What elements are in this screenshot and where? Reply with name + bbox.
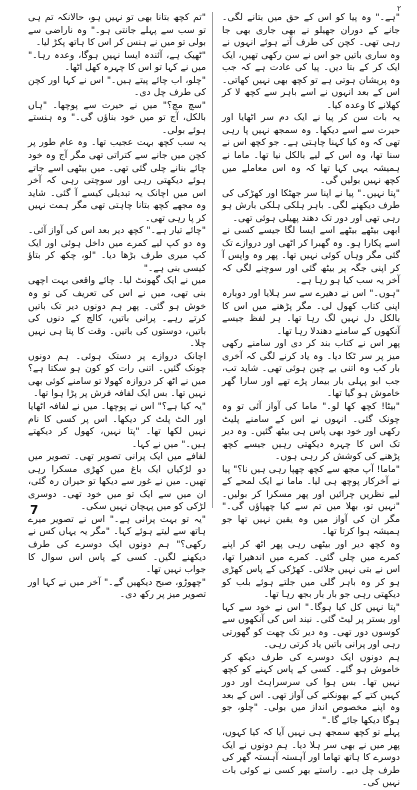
- paragraph: ہم دونوں ایک دوسرے کی طرف دیکھ کر خاموش ہو گئے۔ کسی کے پاس کہنے کو کچھ نہیں تھا۔ بس ہوا کی سرسراہٹ اور دور کہیں کتے کے بھونکنے کی آواز تھی۔ اس کے بعد وہ اپنے مخصوص انداز میں بولی۔ "چلو، جو ہوگا دیکھا جائے گا۔": [222, 651, 400, 726]
- paragraph: "تم کچھ بتانا بھی تو نہیں ہو، حالانکہ تم ہی تو سب سے پہلے جانتی ہو۔" وہ ناراضی سے بولی تو میں نے ہنس کر اس کا ہاتھ پکڑ لیا۔: [28, 12, 206, 49]
- paragraph: "ہوں۔" اس نے دھیرے سے سر ہلایا اور دوبارہ اپنی کتاب کھول لی۔ مگر پڑھنے میں اس کا بالکل دل نہیں لگ رہا تھا۔ ہر لفظ جیسے آنکھوں کے سامنے دھندلا رہا تھا۔: [222, 288, 400, 337]
- paragraph: "چائے تیار ہے۔" کچھ دیر بعد اس کی آواز آئی۔ وہ دو کپ لیے کمرے میں داخل ہوئی اور ایک کپ میری طرف بڑھا دیا۔ "لو، چکھ کر بتاؤ کیسی بنی ہے۔": [28, 225, 206, 274]
- paragraph: "سچ مچ؟" میں نے حیرت سے پوچھا۔ "ہاں بالکل، آج تو میں خود بناؤں گی۔" وہ ہنستے ہوئے بولی۔: [28, 99, 206, 136]
- paragraph: یہ بات سن کر پیا نے ایک دم سر اٹھایا اور حیرت سے اسے دیکھا۔ وہ سمجھ نہیں پا رہی تھی کہ وہ کیا کہنا چاہتی ہے۔ جو کچھ اس نے سنا تھا، وہ اس کے لیے بالکل نیا تھا۔ ماما نے ہمیشہ یہی کہا تھا کہ وہ اس معاملے میں کچھ نہیں بولیں گی۔: [222, 112, 400, 187]
- column-divider: [212, 12, 213, 508]
- paragraph: "بیٹا! کچھ کھا لو۔" ماما کی آواز آئی تو وہ چونک گئی۔ انہوں نے اس کے سامنے پلیٹ رکھی اور خود بھی پاس ہی بیٹھ گئیں۔ وہ دیر تک اس کا چہرہ دیکھتی رہیں جیسے کچھ پڑھنے کی کوشش کر رہی ہوں۔: [222, 400, 400, 463]
- corner-mark: ۲: [397, 4, 402, 13]
- paragraph: وہ کچھ دیر اور بیٹھی رہی پھر اٹھ کر اپنے کمرے میں چلی گئی۔ کمرے میں اندھیرا تھا، اس نے بتی نہیں جلائی۔ کھڑکی کے پاس کھڑی ہو کر وہ باہر گلی میں جلتے ہوئے بلب کو دیکھتی رہی جو بار بار بجھ رہا تھا۔: [222, 538, 400, 601]
- left-text-column: [28, 12, 206, 601]
- paragraph: "پتا نہیں۔" پیا نے اپنا سر جھٹکا اور کھڑکی کی طرف دیکھنے لگی۔ باہر ہلکی ہلکی بارش ہو رہی تھی اور دور تک دھند پھیلی ہوئی تھی۔: [222, 187, 400, 224]
- paragraph: پہلے تو کچھ سمجھ ہی نہیں آیا کہ کیا کہوں، پھر میں نے بھی سر ہلا دیا۔ ہم دونوں نے ایک دوسرے کا ہاتھ تھاما اور آہستہ آہستہ گھر کی طرف چل دیے۔ راستے بھر کسی نے کوئی بات نہیں کی۔: [222, 727, 400, 789]
- paragraph: یہ سب کچھ بہت عجیب تھا۔ وہ عام طور پر کچن میں جانے سے کتراتی تھی مگر آج وہ خود چائے بنانے چلی گئی تھی۔ میں بیٹھی اسے جاتے ہوئے دیکھتی رہی اور سوچتی رہی کہ آخر اس میں اچانک یہ تبدیلی کیسے آ گئی۔ شاید وہ مجھے کچھ بتانا چاہتی تھی مگر ہمت نہیں کر پا رہی تھی۔: [28, 137, 206, 224]
- paragraph: ابھی بیٹھے بیٹھے اسے ایسا لگا جیسے کسی نے اسے پکارا ہو۔ وہ گھبرا کر اٹھی اور دروازے تک گئی مگر وہاں کوئی نہیں تھا۔ پھر وہ واپس آ کر اپنی جگہ پر بیٹھ گئی اور سوچنے لگی کہ آخر یہ سب کیا ہو رہا ہے۔: [222, 225, 400, 287]
- paragraph: "ماما! آپ مجھ سے کچھ چھپا رہی ہیں نا؟" پیا نے آخرکار پوچھ ہی لیا۔ ماما نے ایک لمحے کے لیے نظریں چرائیں اور پھر مسکرا کر بولیں۔ "نہیں تو، بھلا میں تم سے کیا چھپاؤں گی۔" مگر ان کی آواز میں وہ یقین نہیں تھا جو ہمیشہ ہوا کرتا تھا۔: [222, 463, 400, 538]
- paragraph: اچانک دروازے پر دستک ہوئی۔ ہم دونوں چونک گئیں۔ اتنی رات کو کون ہو سکتا ہے؟ میں نے اٹھ کر دروازہ کھولا تو سامنے کوئی بھی نہیں تھا۔ بس ایک لفافہ فرش پر پڑا ہوا تھا۔: [28, 350, 206, 400]
- paragraph: "چلو، اب چائے پیتے ہیں۔" اس نے کہا اور کچن کی طرف چل دی۔: [28, 74, 206, 99]
- paragraph: لفافے میں ایک پرانی تصویر تھی۔ تصویر میں دو لڑکیاں ایک باغ میں کھڑی مسکرا رہی تھیں۔ میں نے غور سے دیکھا تو حیران رہ گئی، ان میں سے ایک تو میں خود تھی۔ دوسری لڑکی کو میں پہچان نہیں سکی۔: [28, 451, 206, 513]
- page-number: 7: [30, 503, 39, 517]
- paragraph: "یہ تو بہت پرانی ہے۔" اس نے تصویر میرے ہاتھ سے لیتے ہوئے کہا۔ "مگر یہ یہاں کس نے رکھی؟" ہم دونوں ایک دوسرے کی طرف دیکھنے لگیں۔ کسی کے پاس اس سوال کا جواب نہیں تھا۔: [28, 513, 206, 576]
- paragraph: میں نے ایک گھونٹ لیا۔ چائے واقعی بہت اچھی بنی تھی، میں نے اس کی تعریف کی تو وہ خوش ہو گئی۔ پھر ہم دونوں دیر تک باتیں کرتے رہے۔ پرانی باتیں، کالج کے دنوں کی باتیں، دوستوں کی باتیں۔ وقت کا پتا ہی نہیں چلا۔: [28, 275, 206, 350]
- paragraph: "پتا نہیں کل کیا ہوگا۔" اس نے خود سے کہا اور بستر پر لیٹ گئی۔ نیند اس کی آنکھوں سے کوسوں دور تھی۔ وہ دیر تک چھت کو گھورتی رہی اور پرانی باتیں یاد کرتی رہی۔: [222, 601, 400, 651]
- paragraph: پھر اس نے کتاب بند کر دی اور سامنے رکھی میز پر سر ٹکا دیا۔ وہ یاد کرنے لگی کہ آخری بار کب وہ اتنی بے چین ہوئی تھی۔ شاید تب، جب ابو پہلی بار بیمار پڑے تھے اور سارا گھر خاموش ہو گیا تھا۔: [222, 338, 400, 400]
- paragraph: "چھوڑو، صبح دیکھیں گے۔" آخر میں نے کہا اور تصویر میز پر رکھ دی۔: [28, 576, 206, 601]
- paragraph: "ٹھیک ہے، آئندہ ایسا نہیں ہوگا، وعدہ رہا۔" میں نے کہا تو اس کا چہرہ کھل اٹھا۔: [28, 49, 206, 74]
- paragraph: "ہے۔" وہ پیا کو اس کے حق میں بتانے لگی۔ جانے کے دوران جھیلو نے بھی جاری بھی جا رہی تھی۔ کچن کی طرف آتے ہوئے انہوں نے وہ ساری باتیں جو اس نے سن رکھی تھیں، ایک ایک کر کے بتا دیں۔ پیا کی عادت ہے کہ جب وہ پریشان ہوتی ہے تو کچھ بھی نہیں کھاتی۔ اس کے بعد انہوں نے اسے باہر سے کچھ لا کر کھلانے کا وعدہ کیا۔: [222, 12, 400, 111]
- right-text-column: [222, 12, 400, 789]
- paragraph: "یہ کیا ہے؟" اس نے پوچھا۔ میں نے لفافہ اٹھایا اور الٹ پلٹ کر دیکھا۔ اس پر کسی کا نام نہیں لکھا تھا۔ "پتا نہیں، کھول کر دیکھتے ہیں۔" میں نے کہا۔: [28, 400, 206, 450]
